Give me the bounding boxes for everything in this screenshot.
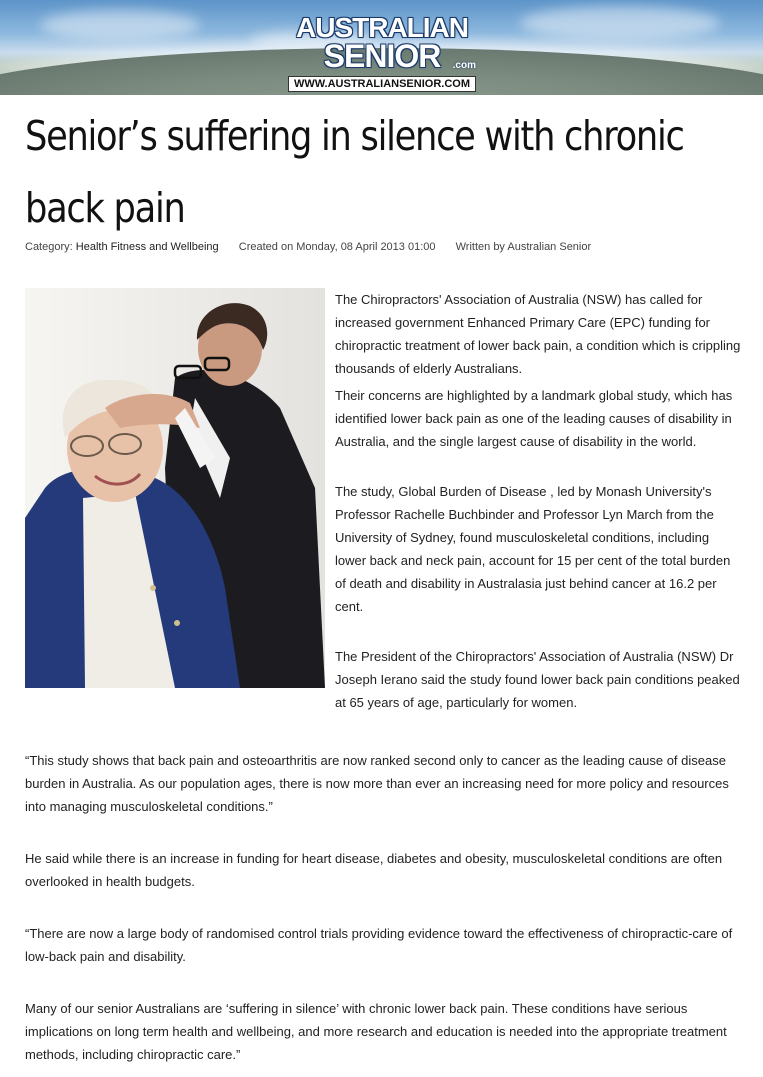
category-link[interactable]: Health Fitness and Wellbeing: [75, 241, 219, 253]
paragraph-5: “This study shows that back pain and osteoarthritis are now ranked second only to cancer as the leading cause of disease burden in Australia. As our population ages, there is now more than ever an increasing need for more policy and resources into managing musculoskeletal conditions.”: [25, 753, 729, 814]
photo-chiropractor-with-patient: [25, 288, 325, 688]
paragraph-3: The study, Global Burden of Disease , led by Monash University's Professor Rachelle Buchbinder and Professor Lyn March from the University of Sydney, found musculoskeletal conditions, including lower back and neck pain, account for 15 per cent of the total burden of death and disability in Australasia just behind cancer at 16.2 per cent.: [335, 484, 731, 614]
paragraph-1: The Chiropractors' Association of Australia (NSW) has called for increased government Enhanced Primary Care (EPC) funding for chiropractic treatment of lower back pain, a condition which is crippling thousands of elderly Australians.: [335, 292, 741, 376]
site-logo[interactable]: [282, 14, 482, 92]
paragraph-7: “There are now a large body of randomised control trials providing evidence toward the effectiveness of chiropractic-care of low-back pain and disability.: [25, 926, 733, 964]
author-byline: Written by Australian Senior: [455, 241, 592, 253]
site-header-banner: [0, 0, 763, 95]
logo-line1: AUSTRALIAN: [296, 12, 468, 43]
article-meta: [25, 241, 591, 253]
logo-dotcom: .com: [452, 60, 476, 71]
article-intro-column: [335, 288, 743, 714]
logo-url: WWW.AUSTRALIANSENIOR.COM: [288, 76, 476, 92]
category-label: Category:: [25, 241, 73, 253]
paragraph-2: Their concerns are highlighted by a landmark global study, which has identified lower back pain as one of the leading causes of disability in Australia, and the single largest cause of disability in the world.: [335, 388, 733, 449]
logo-line2: SENIOR: [323, 38, 441, 74]
paragraph-6: He said while there is an increase in funding for heart disease, diabetes and obesity, musculoskeletal conditions are often overlooked in health budgets.: [25, 851, 723, 889]
created-date: Created on Monday, 08 April 2013 01:00: [238, 241, 436, 253]
paragraph-8: Many of our senior Australians are ‘suffering in silence’ with chronic lower back pain. These conditions have serious implications on long term health and wellbeing, and more research and education is needed into the appropriate treatment methods, including chiropractic care.”: [25, 1001, 727, 1062]
article-title: Senior’s suffering in silence with chronic back pain: [25, 112, 684, 232]
paragraph-4: The President of the Chiropractors' Association of Australia (NSW) Dr Joseph Ierano said the study found lower back pain conditions peaked at 65 years of age, particularly for women.: [335, 649, 740, 710]
article-photo: [25, 288, 325, 688]
